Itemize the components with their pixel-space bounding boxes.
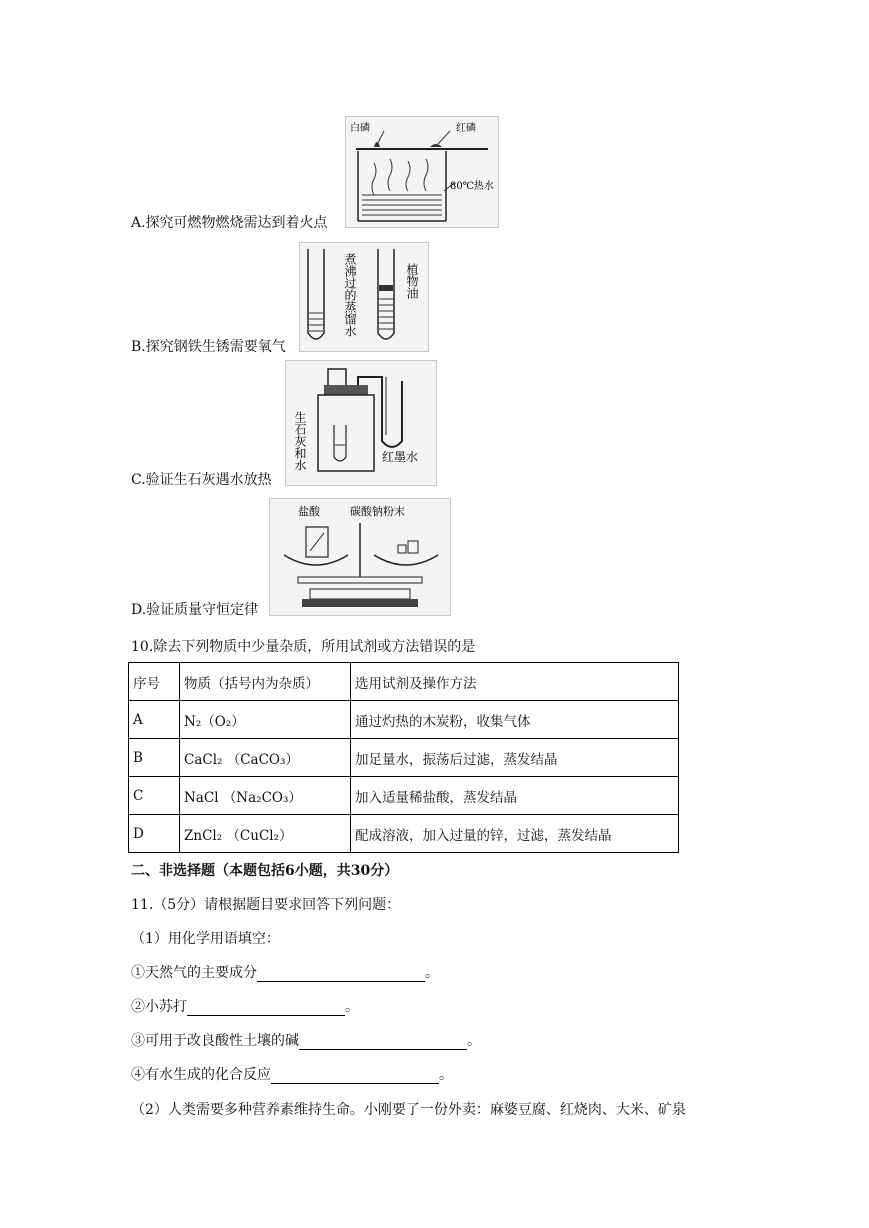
row-method: 加入适量稀盐酸，蒸发结晶 (351, 777, 679, 815)
label-hot-water: 80℃热水 (450, 181, 494, 192)
answer-blank-1[interactable] (257, 967, 425, 982)
row-substance: N₂（O₂） (180, 701, 351, 739)
figure-c-flask (285, 360, 437, 486)
question-11-part1: （1）用化学用语填空： (131, 931, 280, 947)
row-id: A (129, 701, 180, 739)
figure-d-drawing (270, 499, 450, 615)
figure-c-drawing (286, 361, 436, 485)
table-row (129, 701, 679, 739)
answer-blank-4[interactable] (271, 1069, 439, 1084)
option-a-text: A.探究可燃物燃烧需达到着火点 (131, 215, 328, 231)
question-11-title: 11.（5分）请根据题目要求回答下列问题： (131, 897, 401, 913)
label-hydrochloric-acid: 盐酸 (298, 505, 320, 518)
row-substance: NaCl （Na₂CO₃） (180, 777, 351, 815)
table-row (129, 739, 679, 777)
option-d-text: D.验证质量守恒定律 (131, 602, 259, 618)
row-method: 通过灼热的木炭粉，收集气体 (351, 701, 679, 739)
section-2-title: 二、非选择题（本题包括6小题，共30分） (131, 863, 399, 879)
row-id: C (129, 777, 180, 815)
fill-item-end: 。 (345, 999, 359, 1015)
question-11-part2: （2）人类需要多种营养素维持生命。小刚要了一份外卖：麻婆豆腐、红烧肉、大米、矿泉 (131, 1102, 686, 1118)
figure-b-test-tubes (299, 242, 429, 352)
label-boiled-water: 煮沸过的蒸馏水 (343, 253, 357, 337)
label-white-phosphorus: 白磷 (350, 123, 370, 134)
table-header-row (129, 663, 679, 701)
row-id: B (129, 739, 180, 777)
fill-item-1 (131, 962, 439, 982)
fill-item-text: ③可用于改良酸性土壤的碱 (131, 1033, 299, 1049)
figure-a-drawing (346, 117, 498, 227)
row-method: 加足量水，振荡后过滤，蒸发结晶 (351, 739, 679, 777)
fill-item-end: 。 (467, 1033, 481, 1049)
label-quicklime-water: 生石灰和水 (293, 411, 307, 471)
fill-item-text: ④有水生成的化合反应 (131, 1067, 271, 1083)
answer-blank-3[interactable] (299, 1035, 467, 1050)
header-cell: 选用试剂及操作方法 (351, 663, 679, 701)
row-method: 配成溶液，加入过量的锌，过滤，蒸发结晶 (351, 815, 679, 853)
fill-item-2 (131, 996, 359, 1016)
fill-item-end: 。 (425, 965, 439, 981)
fill-item-text: ②小苏打 (131, 999, 187, 1015)
label-sodium-carbonate: 碳酸钠粉末 (350, 505, 405, 518)
header-cell: 序号 (129, 663, 180, 701)
fill-item-4 (131, 1064, 453, 1084)
fill-item-3 (131, 1030, 481, 1050)
row-id: D (129, 815, 180, 853)
figure-a-beaker (345, 116, 499, 228)
label-red-phosphorus: 红磷 (456, 123, 476, 134)
fill-item-text: ①天然气的主要成分 (131, 965, 257, 981)
question-10-title: 10.除去下列物质中少量杂质，所用试剂或方法错误的是 (131, 639, 476, 655)
row-substance: CaCl₂ （CaCO₃） (180, 739, 351, 777)
impurity-table (128, 662, 679, 853)
option-c-text: C.验证生石灰遇水放热 (131, 472, 272, 488)
fill-item-end: 。 (439, 1067, 453, 1083)
table-row (129, 815, 679, 853)
header-cell: 物质（括号内为杂质） (180, 663, 351, 701)
table-row (129, 777, 679, 815)
label-plant-oil: 植物油 (405, 263, 419, 299)
answer-blank-2[interactable] (187, 1001, 345, 1016)
label-red-ink: 红墨水 (382, 450, 419, 464)
option-b-text: B.探究钢铁生锈需要氧气 (131, 339, 286, 355)
figure-d-balance (269, 498, 451, 616)
row-substance: ZnCl₂ （CuCl₂） (180, 815, 351, 853)
figure-b-drawing (300, 243, 428, 351)
